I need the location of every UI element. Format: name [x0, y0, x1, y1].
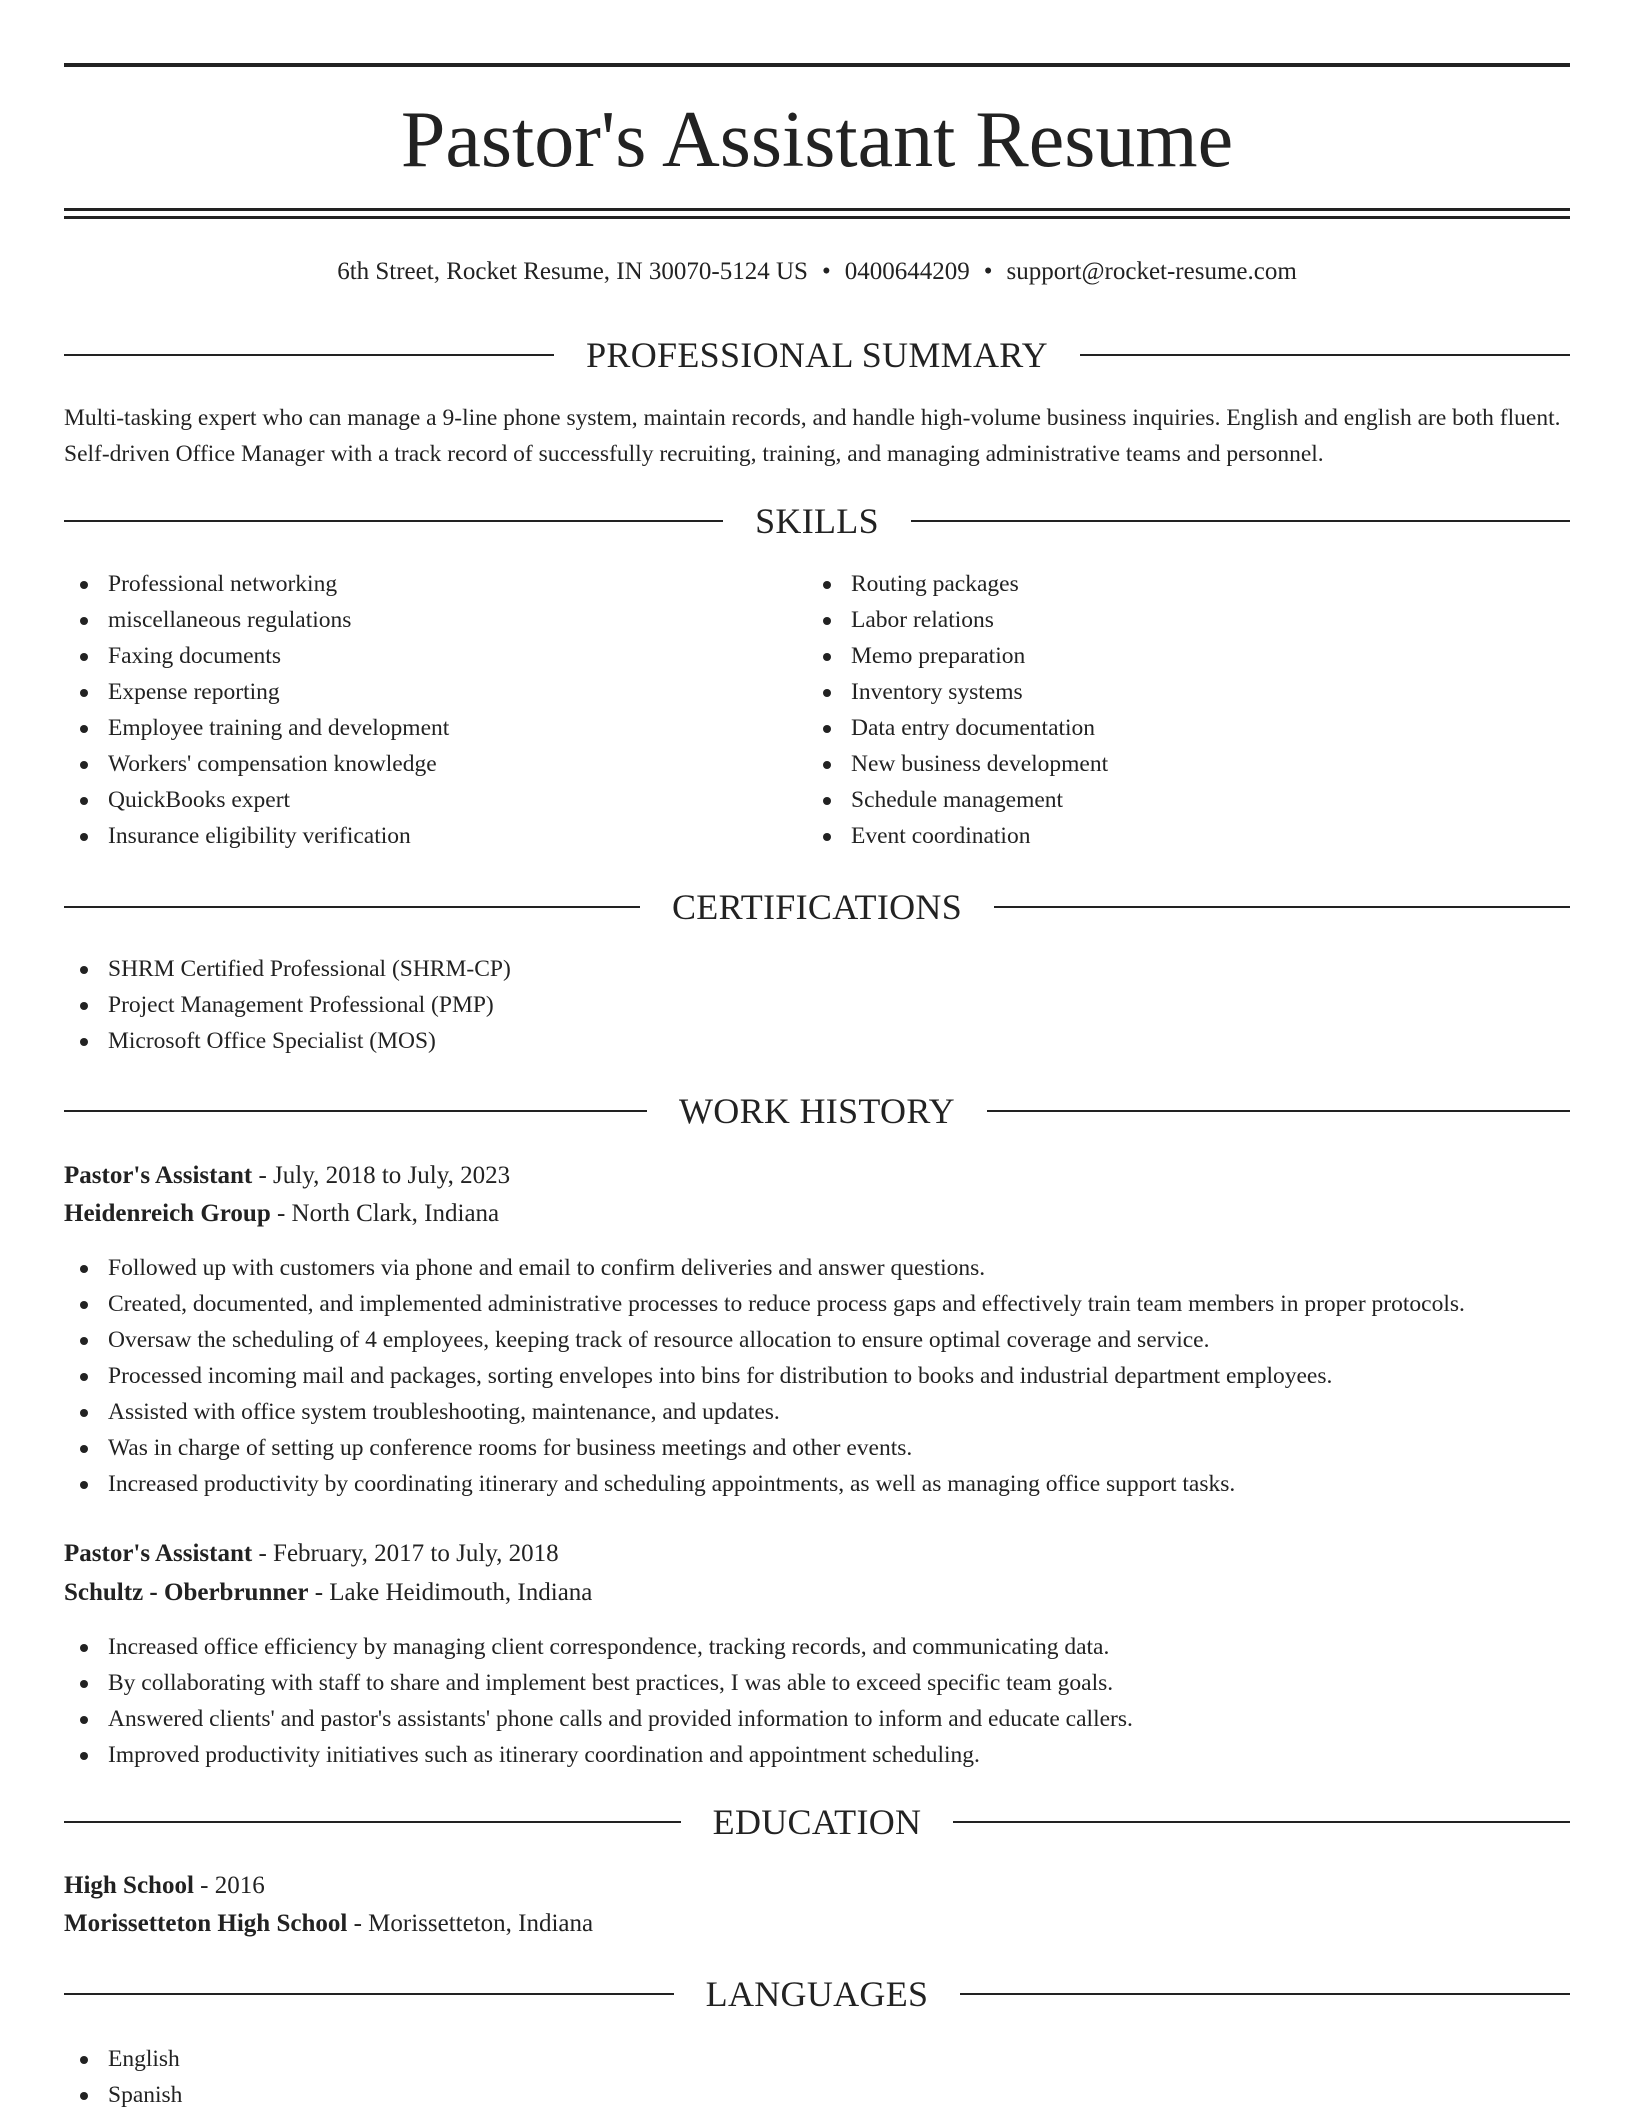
- certification-item: Project Management Professional (PMP): [64, 987, 1570, 1023]
- skill-item: Expense reporting: [64, 674, 804, 710]
- job-duty-item: By collaborating with staff to share and implement best practices, I was able to exceed specific team goals.: [64, 1665, 1570, 1701]
- section-rule: [64, 520, 723, 522]
- skills-list-right: [807, 566, 1547, 854]
- contact-line: [64, 255, 1570, 289]
- education-heading: EDUCATION: [712, 1802, 922, 1842]
- education-degree: High School: [64, 1872, 194, 1899]
- section-rule: [960, 1993, 1570, 1995]
- contact-phone: 0400644209: [844, 258, 970, 285]
- job-duty-item: Increased office efficiency by managing client correspondence, tracking records, and communicating data.: [64, 1629, 1570, 1665]
- skill-item: Event coordination: [807, 818, 1547, 854]
- work-history-section-header: [64, 1088, 1570, 1134]
- job-duty-item: Processed incoming mail and packages, sorting envelopes into bins for distribution to books and industrial department employees.: [64, 1358, 1570, 1394]
- certifications-heading: CERTIFICATIONS: [671, 887, 963, 927]
- section-rule: [64, 354, 554, 356]
- job-duty-item: Increased productivity by coordinating itinerary and scheduling appointments, as well as managing office support tasks.: [64, 1466, 1570, 1502]
- job-company-line: [64, 1575, 1570, 1611]
- job-dates: - July, 2018 to July, 2023: [252, 1162, 511, 1189]
- job-company-line: [64, 1196, 1570, 1232]
- section-rule: [1080, 354, 1570, 356]
- skills-section-header: [64, 498, 1570, 544]
- contact-email: support@rocket-resume.com: [1006, 258, 1297, 285]
- certifications-list: [64, 951, 1570, 1059]
- contact-address: 6th Street, Rocket Resume, IN 30070-5124 US: [337, 258, 808, 285]
- summary-text: Multi-tasking expert who can manage a 9-line phone system, maintain records, and handle high-volume business inquiries. English and english are both fluent. Self-driven Office Manager with a track record of successfully recruiting, training, and managing administrative teams and personnel.: [64, 405, 1561, 467]
- job-location: - Lake Heidimouth, Indiana: [308, 1579, 593, 1606]
- job-duty-item: Improved productivity initiatives such as itinerary coordination and appointment scheduling.: [64, 1737, 1570, 1773]
- job-duty-item: Answered clients' and pastor's assistants' phone calls and provided information to inform and educate callers.: [64, 1701, 1570, 1737]
- certification-item: SHRM Certified Professional (SHRM-CP): [64, 951, 1570, 987]
- languages-list: [64, 2041, 1570, 2112]
- section-rule: [994, 906, 1570, 908]
- header-double-rule-upper: [64, 208, 1570, 211]
- header-top-rule: [64, 63, 1570, 67]
- job-title-line: [64, 1536, 1570, 1572]
- job-location: - North Clark, Indiana: [270, 1200, 500, 1227]
- summary-section-header: [64, 332, 1570, 378]
- skills-list-left: [64, 566, 804, 854]
- skill-item: Schedule management: [807, 782, 1547, 818]
- languages-heading: LANGUAGES: [705, 1974, 929, 2014]
- job-title: Pastor's Assistant: [64, 1540, 253, 1567]
- contact-separator: •: [821, 258, 831, 285]
- job-dates: - February, 2017 to July, 2018: [252, 1540, 559, 1567]
- section-rule: [987, 1110, 1570, 1112]
- job-duty-item: Oversaw the scheduling of 4 employees, keeping track of resource allocation to ensure optimal coverage and service.: [64, 1322, 1570, 1358]
- resume-title: Pastor's Assistant Resume: [400, 96, 1234, 184]
- job-duty-item: Assisted with office system troubleshooting, maintenance, and updates.: [64, 1394, 1570, 1430]
- language-item: Spanish: [64, 2077, 1570, 2112]
- education-year: - 2016: [193, 1872, 265, 1899]
- language-item: English: [64, 2041, 1570, 2077]
- job-duty-item: Was in charge of setting up conference rooms for business meetings and other events.: [64, 1430, 1570, 1466]
- skill-item: Inventory systems: [807, 674, 1547, 710]
- skill-item: Workers' compensation knowledge: [64, 746, 804, 782]
- job-title: Pastor's Assistant: [64, 1162, 253, 1189]
- education-section-header: [64, 1799, 1570, 1845]
- section-rule: [911, 520, 1570, 522]
- certification-item: Microsoft Office Specialist (MOS): [64, 1023, 1570, 1059]
- skill-item: Memo preparation: [807, 638, 1547, 674]
- education-location: - Morissetteton, Indiana: [347, 1910, 594, 1937]
- job-company: Schultz - Oberbrunner: [64, 1579, 309, 1606]
- section-rule: [953, 1821, 1570, 1823]
- section-rule: [64, 1821, 681, 1823]
- skill-item: Employee training and development: [64, 710, 804, 746]
- skill-item: Routing packages: [807, 566, 1547, 602]
- skill-item: QuickBooks expert: [64, 782, 804, 818]
- job-duties-list: [64, 1250, 1570, 1502]
- job-duty-item: Created, documented, and implemented administrative processes to reduce process gaps and effectively train team members in proper protocols.: [64, 1286, 1570, 1322]
- skill-item: Labor relations: [807, 602, 1547, 638]
- education-school-line: [64, 1906, 1570, 1942]
- work-history-heading: WORK HISTORY: [679, 1091, 955, 1131]
- summary-heading: PROFESSIONAL SUMMARY: [586, 335, 1048, 375]
- skill-item: Insurance eligibility verification: [64, 818, 804, 854]
- education-degree-line: [64, 1868, 1570, 1904]
- languages-section-header: [64, 1971, 1570, 2017]
- contact-separator: •: [983, 258, 993, 285]
- job-duties-list: [64, 1629, 1570, 1773]
- skill-item: Professional networking: [64, 566, 804, 602]
- job-duty-item: Followed up with customers via phone and email to confirm deliveries and answer questions.: [64, 1250, 1570, 1286]
- header-double-rule-lower: [64, 216, 1570, 219]
- education-school: Morissetteton High School: [64, 1910, 348, 1937]
- job-company: Heidenreich Group: [64, 1200, 271, 1227]
- skill-item: Data entry documentation: [807, 710, 1547, 746]
- job-title-line: [64, 1158, 1570, 1194]
- certifications-section-header: [64, 884, 1570, 930]
- skill-item: Faxing documents: [64, 638, 804, 674]
- section-rule: [64, 906, 640, 908]
- skill-item: New business development: [807, 746, 1547, 782]
- section-rule: [64, 1993, 674, 1995]
- section-rule: [64, 1110, 647, 1112]
- skill-item: miscellaneous regulations: [64, 602, 804, 638]
- skills-heading: SKILLS: [755, 501, 879, 541]
